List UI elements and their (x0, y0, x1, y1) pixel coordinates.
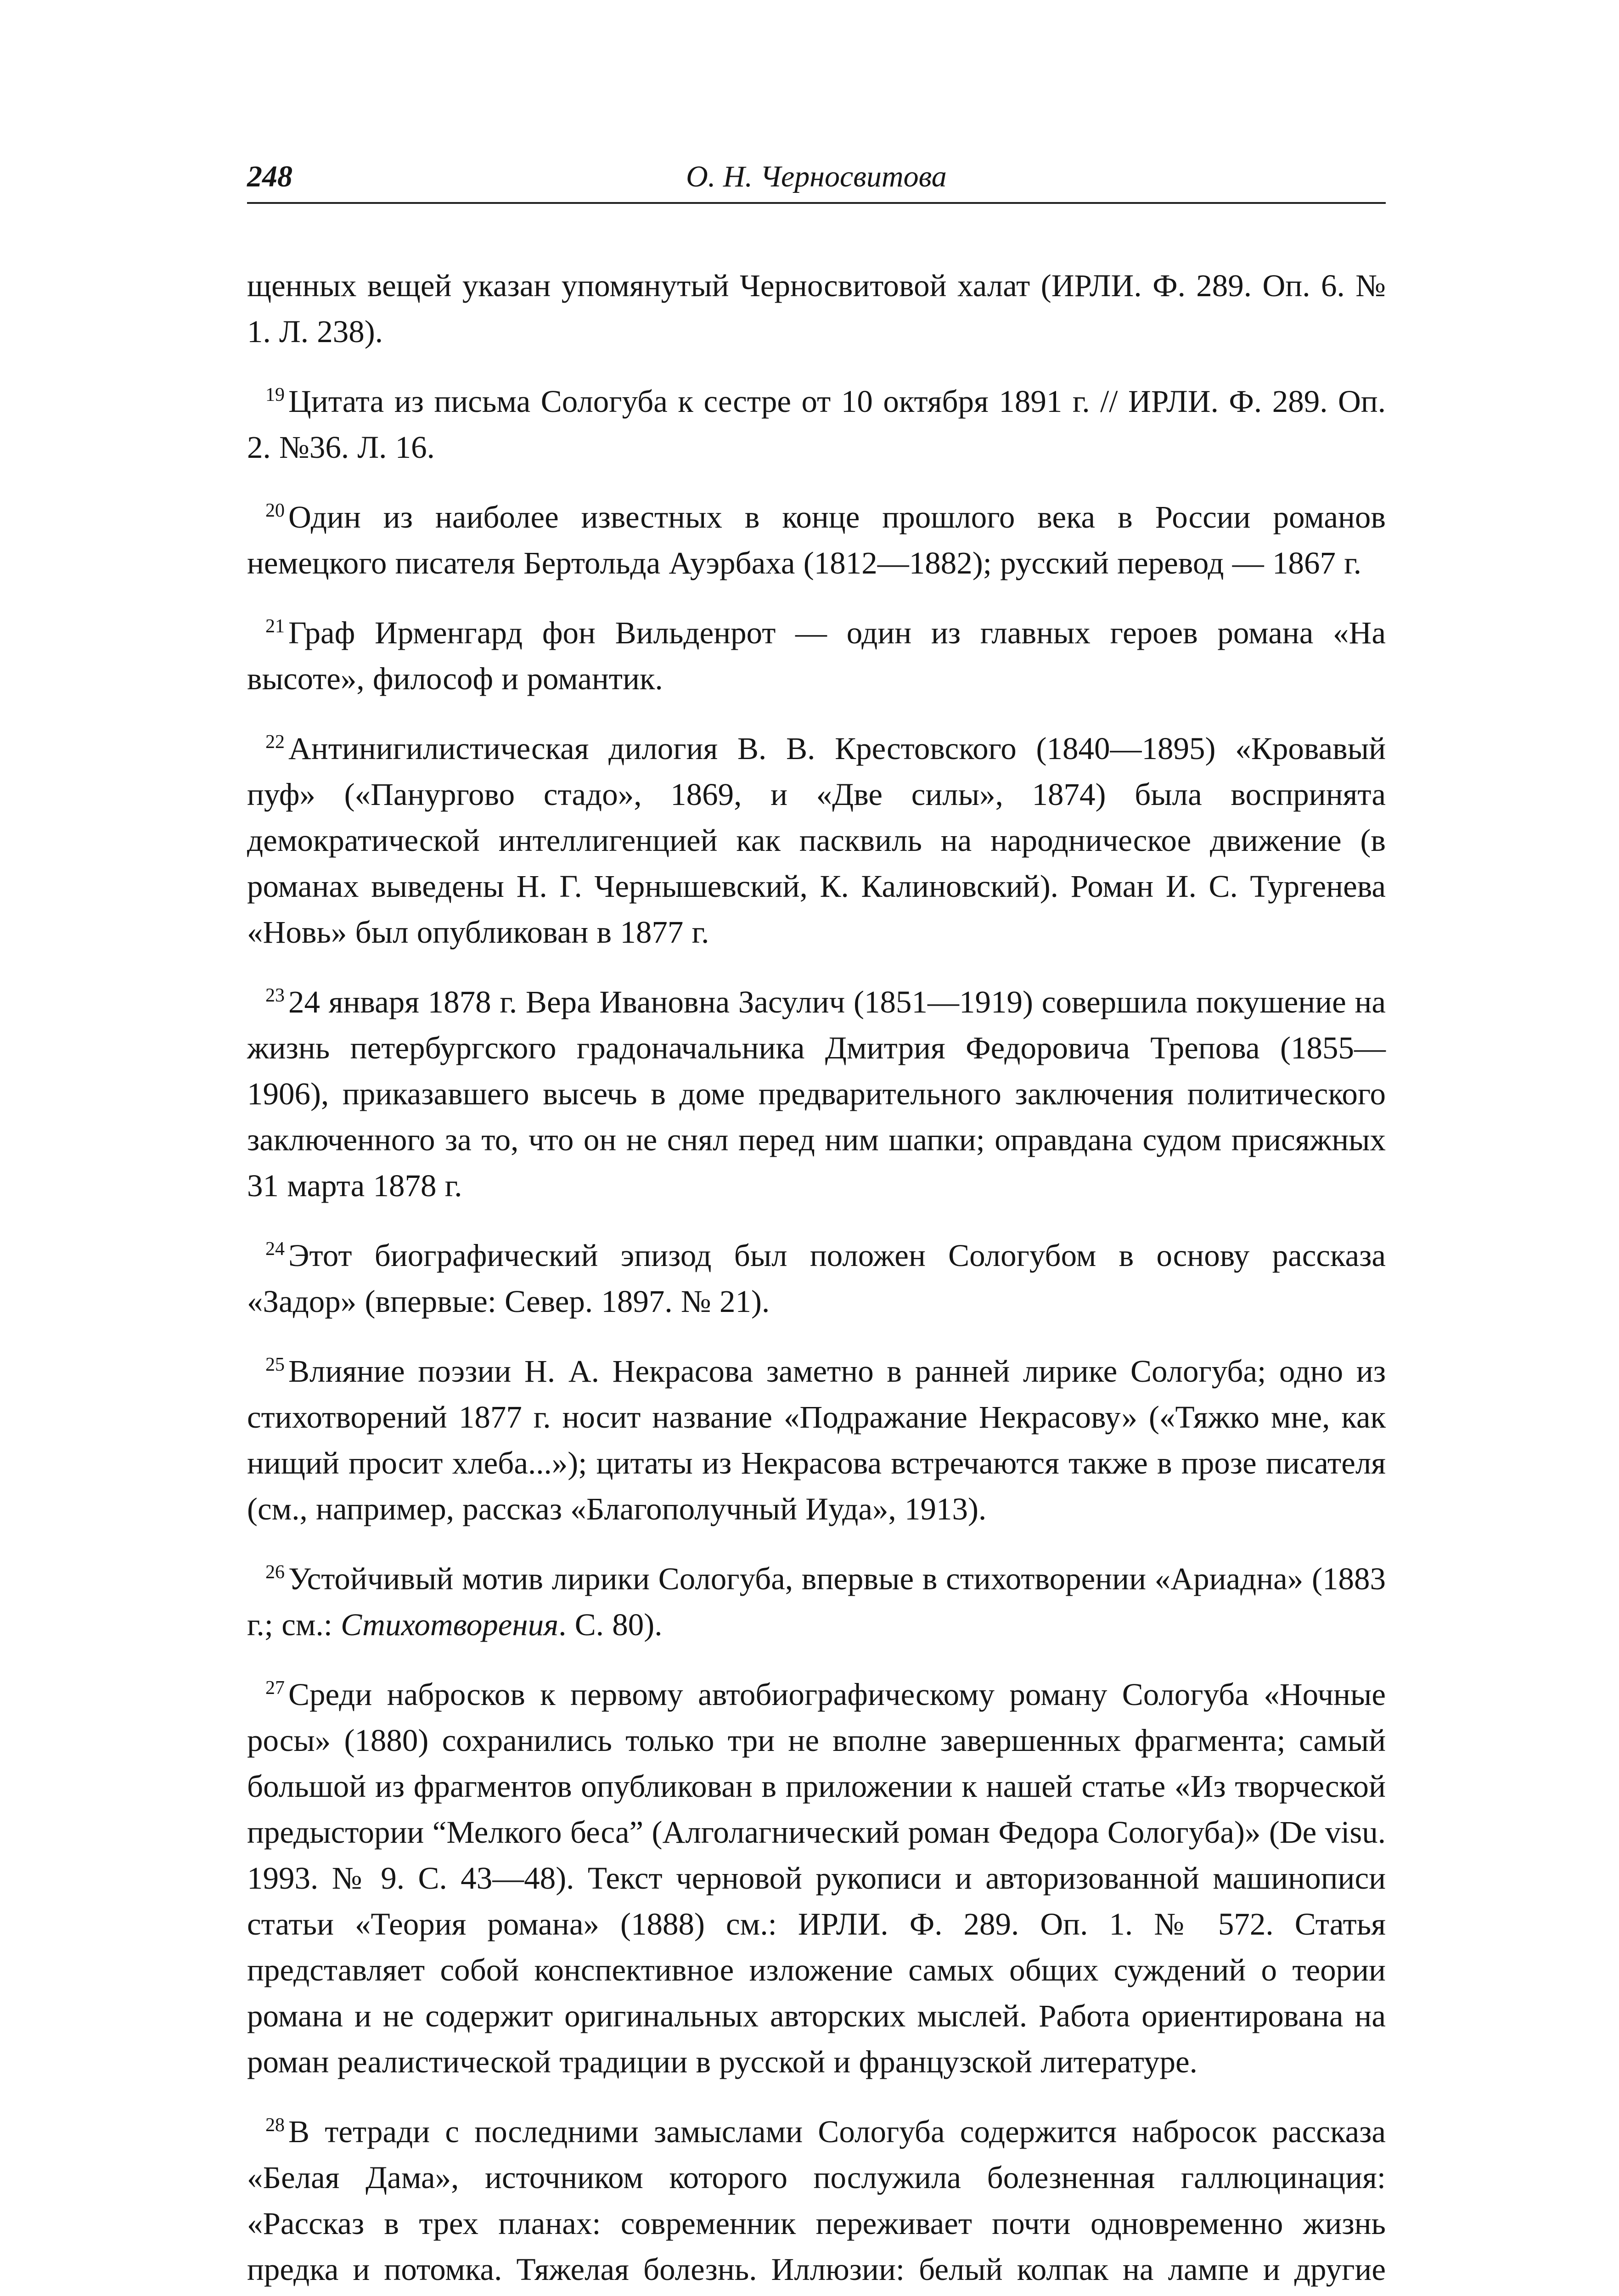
running-head (247, 154, 1386, 204)
note-text-before: Устойчивый мотив лирики Сологуба, впервые в стихотворении «Ариадна» (1883 г.; см.: (247, 1561, 1386, 1642)
footnote-mark: 22 (265, 732, 285, 753)
note-text: Антинигилистическая дилогия В. В. Крестовского (1840—1895) «Кровавый пуф» («Панургово стадо», 1869, и «Две силы», 1874) была воспринята демократической интеллигенцией как пасквиль на народническое движение (в романах выведены Н. Г. Чернышевский, К. Калиновский). Роман И. С. Тургенева «Новь» был опубликован в 1877 г. (247, 731, 1386, 950)
footnote-mark: 28 (265, 2115, 285, 2136)
note-text: Один из наиболее известных в конце прошлого века в России романов немецкого писателя Бертольда Ауэрбаха (1812—1882); русский перевод — 1867 г. (247, 500, 1386, 580)
note-28 (247, 2109, 1386, 2296)
header-rule (247, 202, 1386, 204)
footnote-mark: 19 (265, 384, 285, 405)
footnote-mark: 20 (265, 500, 285, 521)
note-20 (247, 494, 1386, 586)
note-text: Среди набросков к первому автобиографическому роману Сологуба «Ночные росы» (1880) сохранились только три не вполне завершенных фрагмента; самый большой из фрагментов опубликован в приложении к нашей статье «Из творческой предыстории “Мелкого беса” (Алголагнический роман Федора Сологуба)» (De visu. 1993. № 9. С. 43—48). Текст черновой рукописи и авторизованной машинописи статьи «Теория романа» (1888) см.: ИРЛИ. Ф. 289. Оп. 1. № 572. Статья представляет собой конспективное изложение самых общих суждений о теории романа и не содержит оригинальных авторских мыслей. Работа ориентирована на роман реалистической традиции в русской и французской литературе. (247, 1677, 1386, 2079)
note-text-italic: Стихотворения (341, 1607, 559, 1642)
page-number: 248 (247, 160, 292, 193)
note-continuation (247, 263, 1386, 355)
note-text: Цитата из письма Сологуба к сестре от 10 октября 1891 г. // ИРЛИ. Ф. 289. Оп. 2. №36. Л. 16. (247, 384, 1386, 465)
footnote-mark: 27 (265, 1677, 285, 1699)
footnote-mark: 26 (265, 1562, 285, 1583)
note-text: Влияние поэзии Н. А. Некрасова заметно в ранней лирике Сологуба; одно из стихотворений 1877 г. носит название «Подражание Некрасову» («Тяжко мне, как нищий просит хлеба...»); цитаты из Некрасова встречаются также в прозе писателя (см., например, рассказ «Благополучный Иуда», 1913). (247, 1354, 1386, 1526)
note-text: В тетради с последними замыслами Сологуба содержится набросок рассказа «Белая Дама», источником которого послужила болезненная галлюцинация: «Рассказ в трех планах: современник переживает почти одновременно жизнь предка и потомка. Тяжелая болезнь. Иллюзии: белый колпак на лампе и другие (247, 2114, 1386, 2287)
note-text: 24 января 1878 г. Вера Ивановна Засулич (1851—1919) совершила покушение на жизнь петербургского градоначальника Дмитрия Федоровича Трепова (1855—1906), приказавшего высечь в доме предварительного заключения политического заключенного за то, что он не снял перед ним шапки; оправдана судом присяжных 31 марта 1878 г. (247, 985, 1386, 1203)
footnote-mark: 24 (265, 1238, 285, 1260)
note-text: Граф Ирменгард фон Вильденрот — один из главных героев романа «На высоте», философ и романтик. (247, 615, 1386, 696)
footnote-mark: 23 (265, 985, 285, 1006)
note-text-after: . С. 80). (558, 1607, 663, 1642)
note-23 (247, 979, 1386, 1209)
note-text: щенных вещей указан упомянутый Черносвитовой халат (ИРЛИ. Ф. 289. Оп. 6. № 1. Л. 238). (247, 268, 1386, 349)
note-19 (247, 378, 1386, 470)
footnote-mark: 21 (265, 616, 285, 637)
note-25 (247, 1348, 1386, 1532)
note-22 (247, 726, 1386, 955)
note-26 (247, 1556, 1386, 1648)
note-24 (247, 1232, 1386, 1324)
note-text: Этот биографический эпизод был положен Сологубом в основу рассказа «Задор» (впервые: Север. 1897. № 21). (247, 1238, 1386, 1319)
note-21 (247, 610, 1386, 702)
footnotes (247, 263, 1386, 2296)
footnote-mark: 25 (265, 1354, 285, 1375)
running-title: О. Н. Черносвитова (686, 160, 947, 193)
note-27 (247, 1671, 1386, 2085)
